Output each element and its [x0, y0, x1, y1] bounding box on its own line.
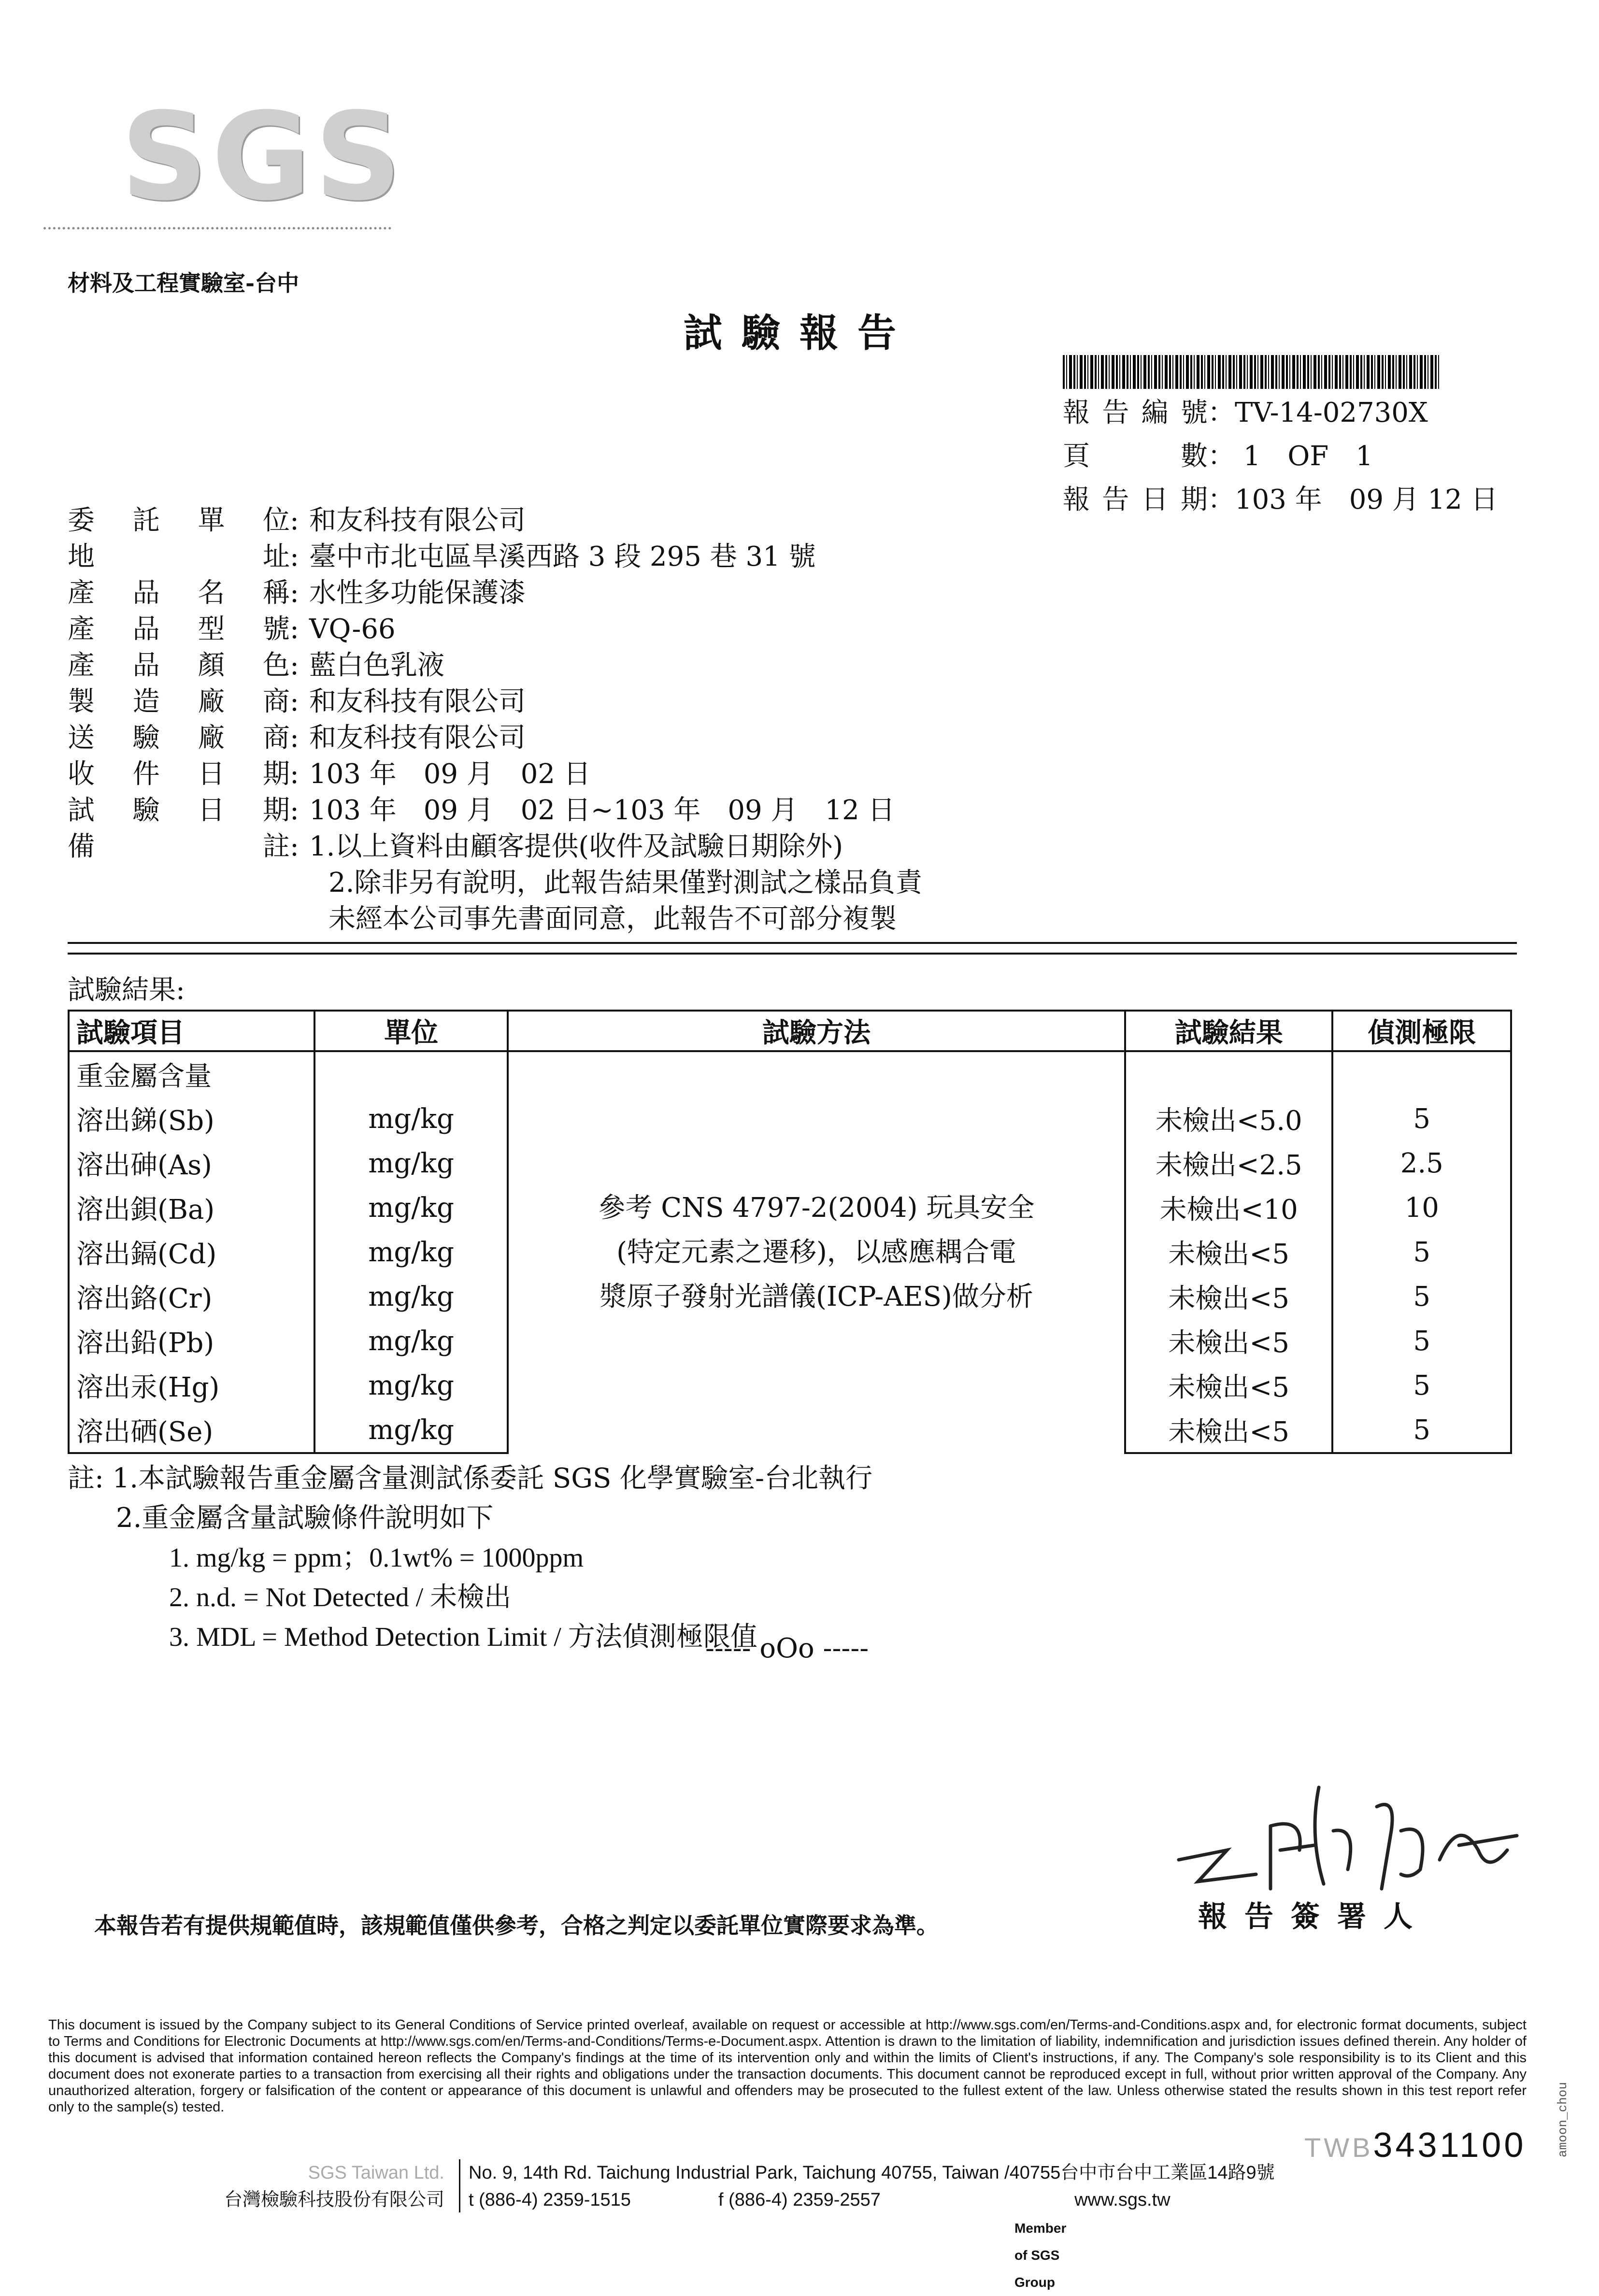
header-item: 試驗項目	[69, 1011, 314, 1051]
result-cell: 未檢出<5	[1125, 1408, 1332, 1453]
legal-disclaimer: This document is issued by the Company subject to its General Conditions of Service printed overleaf, available on request or accessible at http://www.sgs.com/en/Terms-and-Conditions.aspx and, for electronic format documents, subject to Terms and Conditions for Electronic Documents at http://www.sgs.com/en/Terms-and-Conditions/Terms-e-Document.aspx. Attention is drawn to the limitation of liability, indemnification and jurisdiction issues defined therein. Any holder of this document is advised that information contained hereon reflects the Company's findings at the time of its intervention only and within the limits of Client's instructions, if any. The Company's sole responsibility is to its Client and this document does not exonerate parties to a transaction from exercising all their rights and obligations under the transaction documents. This document cannot be reproduced except in full, without prior written approval of the Company. Any unauthorized alteration, forgery or falsification of the content or appearance of this document is unlawful and offenders may be prosecuted to the fullest extent of the law. Unless otherwise stated the results shown in this test report refer only to the sample(s) tested.	[48, 2017, 1527, 2115]
field-value: 藍白色乳液	[309, 650, 444, 681]
limit-cell: 5	[1332, 1230, 1511, 1274]
company-cn: 台灣檢驗科技股份有限公司	[224, 2190, 444, 2210]
item-cell: 溶出鉛(Pb)	[69, 1319, 314, 1363]
field-value: 臺中市北屯區旱溪西路 3 段 295 巷 31 號	[309, 541, 816, 572]
item-cell: 溶出銻(Sb)	[69, 1097, 314, 1141]
result-cell: 未檢出<2.5	[1125, 1141, 1332, 1185]
meta-row: 頁 數： 1 OF 1	[1063, 435, 1498, 478]
lab-name: 材料及工程實驗室-台中	[68, 270, 300, 296]
field-row: 製造廠商 : 和友科技有限公司	[68, 684, 922, 720]
meta-key: 報告日期	[1063, 484, 1208, 515]
field-value: 103 年 09 月 02 日	[309, 758, 591, 790]
field-value: VQ-66	[309, 613, 396, 645]
member-label: Member of SGS Group	[1014, 2221, 1067, 2290]
method-line: 參考 CNS 4797-2(2004) 玩具安全	[598, 1192, 1035, 1224]
footer-fax: f (886-4) 2359-2557	[718, 2190, 881, 2210]
field-key: 收件日期	[68, 758, 290, 790]
field-key: 產品顏色	[68, 650, 290, 681]
field-row: 產品型號 : VQ-66	[68, 611, 922, 647]
result-cell: 未檢出<5.0	[1125, 1097, 1332, 1141]
double-divider	[68, 942, 1517, 955]
field-key: 產品型號	[68, 613, 290, 645]
unit-cell: mg/kg	[314, 1185, 508, 1230]
result-cell: 未檢出<10	[1125, 1185, 1332, 1230]
reference-value: 3431100	[1373, 2126, 1527, 2165]
remark-line: 未經本公司事先書面同意，此報告不可部分複製	[328, 903, 897, 935]
footer-address: No. 9, 14th Rd. Taichung Industrial Park, Taichung 40755, Taiwan /40755台中市台中工業區14路9號	[469, 2163, 1275, 2183]
meta-row: 報告編號：TV-14-02730X	[1063, 391, 1498, 435]
results-table	[68, 1010, 1512, 1454]
field-row: 送驗廠商 : 和友科技有限公司	[68, 720, 922, 756]
results-label	[68, 969, 185, 1007]
field-key: 備註	[68, 831, 290, 862]
field-value: 和友科技有限公司	[309, 722, 526, 754]
field-row: 產品名稱 : 水性多功能保護漆	[68, 575, 922, 611]
field-key: 產品名稱	[68, 577, 290, 609]
report-meta	[1063, 391, 1498, 522]
meta-key: 報告編號	[1063, 397, 1208, 428]
header-unit: 單位	[314, 1011, 508, 1051]
unit-cell: mg/kg	[314, 1230, 508, 1274]
note-line: 3. MDL = Method Detection Limit / 方法偵測極限值	[169, 1622, 757, 1652]
footer-phone-row	[469, 2186, 1275, 2213]
header-limit: 偵測極限	[1332, 1011, 1511, 1051]
end-mark: ----- oOo -----	[705, 1633, 869, 1664]
field-value: 水性多功能保護漆	[309, 577, 526, 609]
field-value: 103 年 09 月 02 日~103 年 09 月 12 日	[309, 795, 895, 826]
reference-prefix: TWB	[1304, 2132, 1373, 2163]
item-cell: 溶出鋇(Ba)	[69, 1185, 314, 1230]
field-key: 地址	[68, 541, 290, 572]
field-key: 製造廠商	[68, 686, 290, 717]
footer-contact	[469, 2159, 1275, 2213]
results-label-text: 試驗結果:	[68, 974, 185, 1006]
item-cell: 溶出鎘(Cd)	[69, 1230, 314, 1274]
signature-label: 報告簽署人	[1198, 1900, 1430, 1934]
remark-line: 2.除非另有說明，此報告結果僅對測試之樣品負責	[328, 867, 923, 898]
field-row: 收件日期 : 103 年 09 月 02 日	[68, 756, 922, 792]
meta-value: 103 年 09 月 12 日	[1235, 484, 1498, 515]
note-line: 1. mg/kg = ppm；0.1wt% = 1000ppm	[169, 1543, 584, 1573]
reference-number	[1304, 2125, 1526, 2165]
footer-web: www.sgs.tw	[1074, 2190, 1171, 2210]
item-cell: 溶出硒(Se)	[69, 1408, 314, 1453]
footer-divider	[459, 2159, 460, 2212]
field-value: 1.以上資料由顧客提供(收件及試驗日期除外)	[309, 831, 843, 862]
group-label: 重金屬含量	[69, 1051, 314, 1097]
field-value: 和友科技有限公司	[309, 505, 526, 536]
field-row: 委託單位 : 和友科技有限公司	[68, 502, 922, 539]
report-title: 試驗報告	[684, 310, 915, 356]
header-method: 試驗方法	[508, 1011, 1125, 1051]
result-cell: 未檢出<5	[1125, 1274, 1332, 1319]
limit-cell: 5	[1332, 1097, 1511, 1141]
sgs-logo: SGS	[121, 86, 406, 227]
unit-cell: mg/kg	[314, 1319, 508, 1363]
unit-cell: mg/kg	[314, 1097, 508, 1141]
unit-cell: mg/kg	[314, 1408, 508, 1453]
result-cell: 未檢出<5	[1125, 1230, 1332, 1274]
method-line: 漿原子發射光譜儀(ICP-AES)做分析	[600, 1281, 1033, 1312]
barcode	[1063, 355, 1440, 389]
field-row: 產品顏色 : 藍白色乳液	[68, 647, 922, 684]
limit-cell: 2.5	[1332, 1141, 1511, 1185]
logo-divider	[43, 227, 391, 229]
notes-section	[68, 1459, 872, 1657]
field-key: 委託單位	[68, 505, 290, 536]
limit-cell: 5	[1332, 1408, 1511, 1453]
method-line: (特定元素之遷移)，以感應耦合電	[616, 1237, 1016, 1268]
footer-company	[174, 2159, 444, 2213]
table-header-row	[69, 1011, 1511, 1051]
company-en: SGS Taiwan Ltd.	[308, 2163, 444, 2183]
note-line: 註: 1.本試驗報告重金屬含量測試係委託 SGS 化學實驗室-台北執行	[68, 1463, 873, 1494]
limit-cell: 10	[1332, 1185, 1511, 1230]
side-code: amoon_chou	[1556, 2082, 1570, 2158]
result-cell: 未檢出<5	[1125, 1363, 1332, 1408]
field-row: 備註 : 1.以上資料由顧客提供(收件及試驗日期除外)	[68, 828, 922, 865]
table-row	[69, 1051, 1511, 1097]
limit-cell: 5	[1332, 1363, 1511, 1408]
field-row: 地址 : 臺中市北屯區旱溪西路 3 段 295 巷 31 號	[68, 539, 922, 575]
meta-value: TV-14-02730X	[1235, 397, 1428, 428]
signature-image	[1169, 1778, 1536, 1903]
unit-cell: mg/kg	[314, 1274, 508, 1319]
unit-cell: mg/kg	[314, 1363, 508, 1408]
item-cell: 溶出汞(Hg)	[69, 1363, 314, 1408]
item-cell: 溶出鉻(Cr)	[69, 1274, 314, 1319]
method-cell	[508, 1051, 1125, 1453]
field-key: 送驗廠商	[68, 722, 290, 754]
disclaimer-chinese: 本報告若有提供規範值時，該規範值僅供參考，合格之判定以委託單位實際要求為準。	[94, 1912, 939, 1939]
report-fields	[68, 502, 922, 937]
item-cell: 溶出砷(As)	[69, 1141, 314, 1185]
unit-cell: mg/kg	[314, 1141, 508, 1185]
field-row: 試驗日期 : 103 年 09 月 02 日~103 年 09 月 12 日	[68, 792, 922, 828]
note-line: 2. n.d. = Not Detected / 未檢出	[169, 1583, 512, 1612]
meta-value: 1 OF 1	[1235, 441, 1373, 472]
field-value: 和友科技有限公司	[309, 686, 526, 717]
meta-key: 頁 數	[1063, 441, 1208, 472]
header-result: 試驗結果	[1125, 1011, 1332, 1051]
limit-cell: 5	[1332, 1274, 1511, 1319]
field-key: 試驗日期	[68, 795, 290, 826]
limit-cell: 5	[1332, 1319, 1511, 1363]
note-line: 2.重金屬含量試驗條件說明如下	[116, 1502, 494, 1534]
footer-tel: t (886-4) 2359-1515	[469, 2190, 631, 2210]
meta-row: 報告日期：103 年 09 月 12 日	[1063, 478, 1498, 522]
result-cell: 未檢出<5	[1125, 1319, 1332, 1363]
